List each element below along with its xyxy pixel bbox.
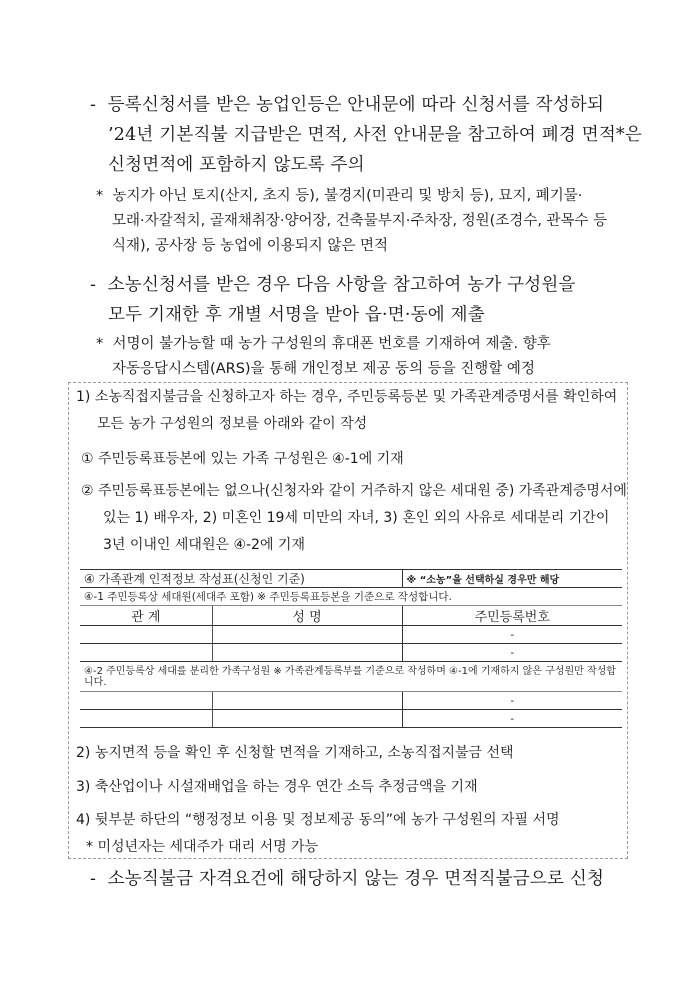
text-line: * 미성년자는 세대주가 대리 서명 가능 xyxy=(86,839,319,855)
table-title: ④ 가족관계 인적정보 작성표(신청인 기준) xyxy=(80,570,402,588)
instruction-item-4 xyxy=(76,807,560,834)
text-line: 소농직불금 자격요건에 해당하지 않는 경우 면적직불금으로 신청 xyxy=(107,869,605,889)
text-line: 신청면적에 포함하지 않도록 주의 xyxy=(108,155,365,175)
name-field[interactable] xyxy=(212,626,402,644)
text-line: 4) 뒷부분 하단의 “행정정보 이용 및 정보제공 동의”에 농가 구성원의 자필 서명 xyxy=(76,812,560,828)
text-line: 있는 1) 배우자, 2) 미혼인 19세 미만의 자녀, 3) 혼인 외의 사유로 세대분리 기간이 xyxy=(103,510,610,526)
section-1-label: ④-1 주민등록상 세대원(세대주 포함) ※ 주민등록표등본을 기준으로 작성합니다. xyxy=(80,588,622,606)
section-1-header xyxy=(80,588,622,606)
section-2-label: ④-2 주민등록상 세대를 분리한 가족구성원 ※ 가족관계등록부를 기준으로 작성하며 ④-1에 기재하지 않은 구성원만 작성합니다. xyxy=(80,662,622,692)
instruction-item-1 xyxy=(76,384,617,438)
name-field[interactable] xyxy=(212,644,402,662)
instruction-sub-2 xyxy=(81,478,627,559)
relation-field[interactable] xyxy=(80,644,212,662)
area-payment-instruction xyxy=(90,864,680,894)
text-line: 소농신청서를 받은 경우 다음 사항을 참고하여 농가 구성원을 xyxy=(107,275,576,295)
text-line: 2) 농지면적 등을 확인 후 신청할 면적을 기재하고, 소농직접지불금 선택 xyxy=(76,745,514,761)
text-line: 자동응답시스템(ARS)을 통해 개인정보 제공 동의 등을 진행할 예정 xyxy=(112,361,535,377)
footnote-marker: * xyxy=(96,336,104,352)
id-number-field[interactable]: - xyxy=(402,710,622,728)
text-line: 모래·자갈적치, 골재채취장·양어장, 건축물부지·주차장, 정원(조경수, 관목수 등 xyxy=(112,213,608,229)
text-line: ’24년 기본직불 지급받은 면적, 사전 안내문을 참고하여 폐경 면적*은 xyxy=(108,125,642,145)
table-row xyxy=(80,644,622,662)
section-2-header xyxy=(80,662,622,692)
table-row xyxy=(80,710,622,728)
text-line: 3년 이내인 세대원은 ④-2에 기재 xyxy=(103,537,305,553)
text-line: 모두 기재한 후 개별 서명을 받아 읍·면·동에 제출 xyxy=(108,305,485,325)
column-header-row xyxy=(80,606,622,626)
bullet: - xyxy=(90,275,97,295)
bullet: - xyxy=(90,869,97,889)
text-line: ① 주민등록표등본에 있는 가족 구성원은 ④-1에 기재 xyxy=(81,451,404,467)
text-line: 1) 소농직접지불금을 신청하고자 하는 경우, 주민등록등본 및 가족관계증명서를 확인하여 xyxy=(76,389,618,405)
id-number-field[interactable]: - xyxy=(402,692,622,710)
instruction-item-3 xyxy=(76,774,478,801)
instruction-item-4-note xyxy=(86,834,318,861)
column-header-relation: 관 계 xyxy=(80,606,212,626)
instruction-item-2 xyxy=(76,740,514,767)
column-header-id-number: 주민등록번호 xyxy=(402,606,622,626)
id-number-field[interactable]: - xyxy=(402,626,622,644)
name-field[interactable] xyxy=(212,692,402,710)
relation-field[interactable] xyxy=(80,710,212,728)
table-title-note: ※ “소농”을 선택하실 경우만 해당 xyxy=(402,570,622,588)
text-line: 모든 농가 구성원의 정보를 아래와 같이 작성 xyxy=(97,416,368,432)
small-farm-instruction xyxy=(90,270,670,330)
name-field[interactable] xyxy=(212,710,402,728)
table-title-row xyxy=(80,570,622,588)
text-line: ② 주민등록표등본에는 없으나(신청자와 같이 거주하지 않은 세대원 중) 가족관계증명서에 xyxy=(81,483,627,499)
id-number-field[interactable]: - xyxy=(402,644,622,662)
bullet: - xyxy=(90,95,97,115)
text-line: 서명이 불가능할 때 농가 구성원의 휴대폰 번호를 기재하여 제출. 향후 xyxy=(112,336,551,352)
registration-footnote xyxy=(96,184,666,259)
registration-instruction xyxy=(90,90,670,180)
table-row xyxy=(80,626,622,644)
text-line: 농지가 아닌 토지(산지, 초지 등), 불경지(미관리 및 방치 등), 묘지, 폐기물· xyxy=(112,188,583,204)
footnote-marker: * xyxy=(96,188,104,204)
relation-field[interactable] xyxy=(80,692,212,710)
relation-field[interactable] xyxy=(80,626,212,644)
text-line: 식재), 공사장 등 농업에 이용되지 않은 면적 xyxy=(112,238,389,254)
instruction-sub-1 xyxy=(81,446,404,473)
text-line: 3) 축산업이나 시설재배업을 하는 경우 연간 소득 추정금액을 기재 xyxy=(76,779,478,795)
column-header-name: 성 명 xyxy=(212,606,402,626)
small-farm-footnote xyxy=(96,332,666,382)
table-row xyxy=(80,692,622,710)
text-line: 등록신청서를 받은 농업인등은 안내문에 따라 신청서를 작성하되 xyxy=(107,95,605,115)
family-info-table xyxy=(80,569,622,728)
